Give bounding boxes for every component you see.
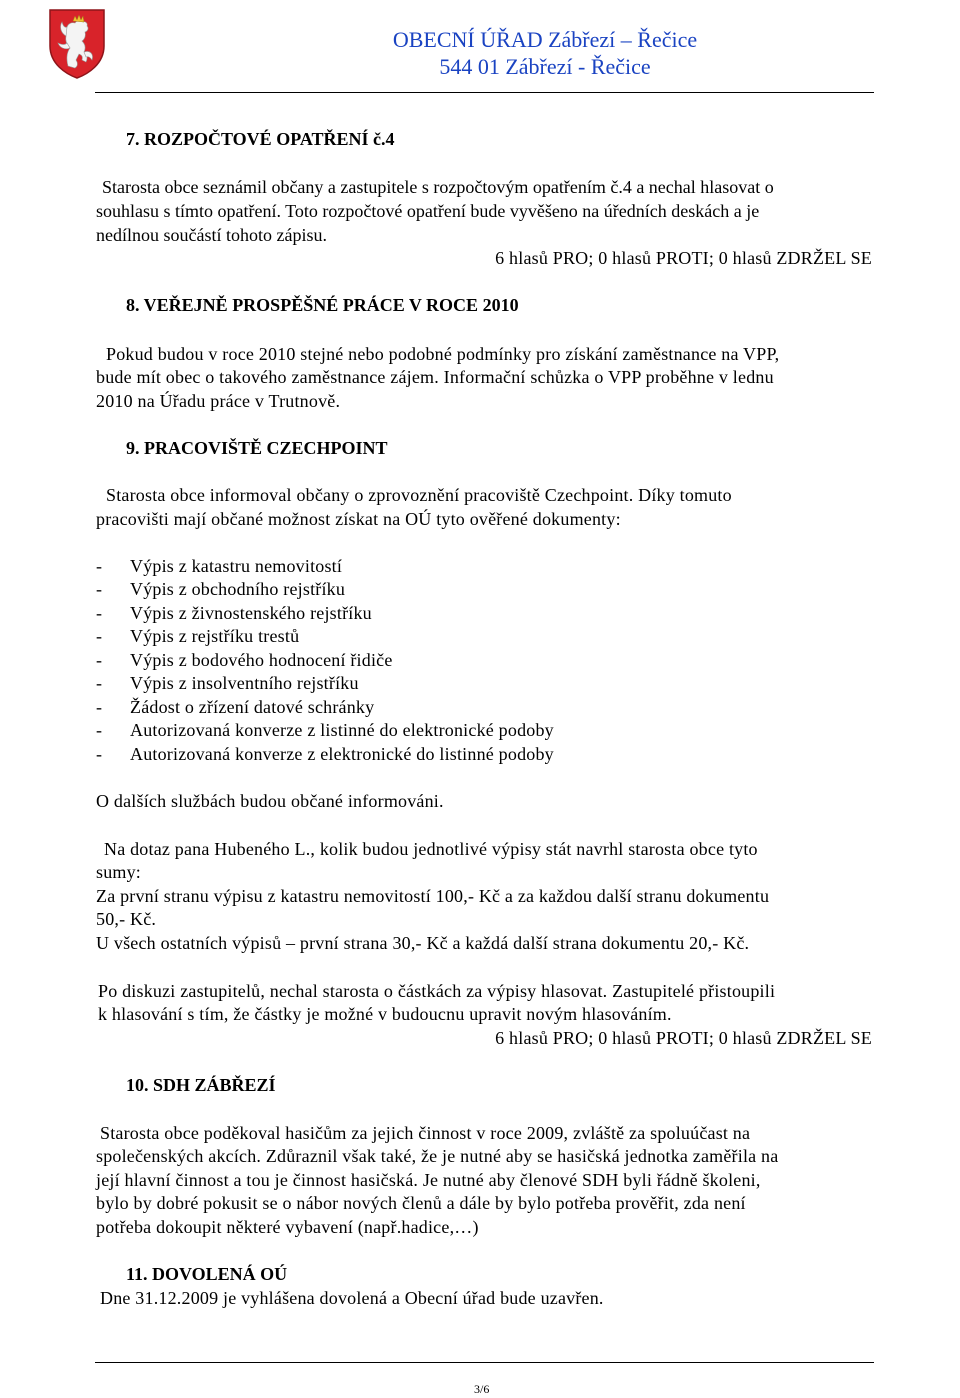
header-divider xyxy=(95,92,874,93)
section8-heading: 8. VEŘEJNĚ PROSPĚŠNÉ PRÁCE V ROCE 2010 xyxy=(126,295,519,315)
office-address: 544 01 Zábřezí - Řečice xyxy=(439,54,651,79)
section9-line: pracovišti mají občané možnost získat na OÚ tyto ověřené dokumenty: xyxy=(96,509,621,529)
section7-line: nedílnou součástí tohoto zápisu. xyxy=(96,225,327,245)
more-services-note: O dalších službách budou občané informováni. xyxy=(96,791,444,811)
list-bullet: - xyxy=(96,603,102,623)
discussion-line: Po diskuzi zastupitelů, nechal starosta o částkách za výpisy hlasovat. Zastupitelé přistoupili xyxy=(98,981,776,1001)
section9-heading: 9. PRACOVIŠTĚ CZECHPOINT xyxy=(126,438,388,458)
list-bullet: - xyxy=(96,579,102,599)
section8-line: 2010 na Úřadu práce v Trutnově. xyxy=(96,391,341,411)
list-item: Výpis z rejstříku trestů xyxy=(130,626,300,646)
query-line: Za první stranu výpisu z katastru nemovitostí 100,- Kč a za každou další stranu dokumentu xyxy=(96,886,770,906)
list-item: Výpis z živnostenského rejstříku xyxy=(130,603,372,623)
section9-vote: 6 hlasů PRO; 0 hlasů PROTI; 0 hlasů ZDRŽEL SE xyxy=(495,1028,872,1048)
list-bullet: - xyxy=(96,556,102,576)
section11-text: Dne 31.12.2009 je vyhlášena dovolená a Obecní úřad bude uzavřen. xyxy=(100,1288,604,1308)
office-name: OBECNÍ ÚŘAD Zábřezí – Řečice xyxy=(392,27,698,52)
czech-lion-crest-icon xyxy=(48,8,106,80)
list-item: Žádost o zřízení datové schránky xyxy=(130,697,375,717)
list-item: Autorizovaná konverze z listinné do elektronické podoby xyxy=(130,720,554,740)
section10-line: Starosta obce poděkoval hasičům za jejich činnost v roce 2009, zvláště za spoluúčast na xyxy=(100,1123,751,1143)
query-line: Na dotaz pana Hubeného L., kolik budou jednotlivé výpisy stát navrhl starosta obce tyto xyxy=(104,839,758,859)
list-bullet: - xyxy=(96,744,102,764)
list-bullet: - xyxy=(96,720,102,740)
query-line: 50,- Kč. xyxy=(96,909,157,929)
section10-line: její hlavní činnost a tou je činnost hasičská. Je nutné aby členové SDH byli řádně školeni, xyxy=(96,1170,761,1190)
section10-line: potřeba dokoupit některé vybavení (např.hadice,…) xyxy=(96,1217,479,1237)
section7-heading: 7. ROZPOČTOVÉ OPATŘENÍ č.4 xyxy=(126,129,395,149)
section8-line: bude mít obec o takového zaměstnance zájem. Informační schůzka o VPP proběhne v lednu xyxy=(96,367,774,387)
list-item: Výpis z katastru nemovitostí xyxy=(130,556,343,576)
list-bullet: - xyxy=(96,673,102,693)
section10-line: společenských akcích. Zdůraznil však také, že je nutné aby se hasičská jednotka zaměřila na xyxy=(96,1146,779,1166)
list-item: Výpis z obchodního rejstříku xyxy=(130,579,346,599)
section8-line: Pokud budou v roce 2010 stejné nebo podobné podmínky pro získání zaměstnance na VPP, xyxy=(106,344,780,364)
section7-line: Starosta obce seznámil občany a zastupitele s rozpočtovým opatřením č.4 a nechal hlasovat o xyxy=(102,177,774,197)
section9-line: Starosta obce informoval občany o zprovoznění pracoviště Czechpoint. Díky tomuto xyxy=(106,485,732,505)
list-bullet: - xyxy=(96,650,102,670)
list-bullet: - xyxy=(96,626,102,646)
list-item: Výpis z bodového hodnocení řidiče xyxy=(130,650,393,670)
footer-divider xyxy=(95,1362,874,1363)
list-item: Výpis z insolventního rejstříku xyxy=(130,673,359,693)
discussion-line: k hlasování s tím, že částky je možné v budoucnu upravit novým hlasováním. xyxy=(98,1004,672,1024)
section11-heading: 11. DOVOLENÁ OÚ xyxy=(126,1264,288,1284)
list-item: Autorizovaná konverze z elektronické do listinné podoby xyxy=(130,744,554,764)
page-number: 3/6 xyxy=(474,1382,490,1396)
query-line: sumy: xyxy=(96,862,142,882)
section10-line: bylo by dobré pokusit se o nábor nových členů a dále by bylo potřeba prověřit, zda není xyxy=(96,1193,746,1213)
query-line: U všech ostatních výpisů – první strana 30,- Kč a každá další strana dokumentu 20,- Kč. xyxy=(96,933,750,953)
section7-vote: 6 hlasů PRO; 0 hlasů PROTI; 0 hlasů ZDRŽEL SE xyxy=(495,248,872,268)
section7-line: souhlasu s tímto opatření. Toto rozpočtové opatření bude vyvěšeno na úředních deskách a je xyxy=(96,201,760,221)
section10-heading: 10. SDH ZÁBŘEZÍ xyxy=(126,1075,276,1095)
list-bullet: - xyxy=(96,697,102,717)
